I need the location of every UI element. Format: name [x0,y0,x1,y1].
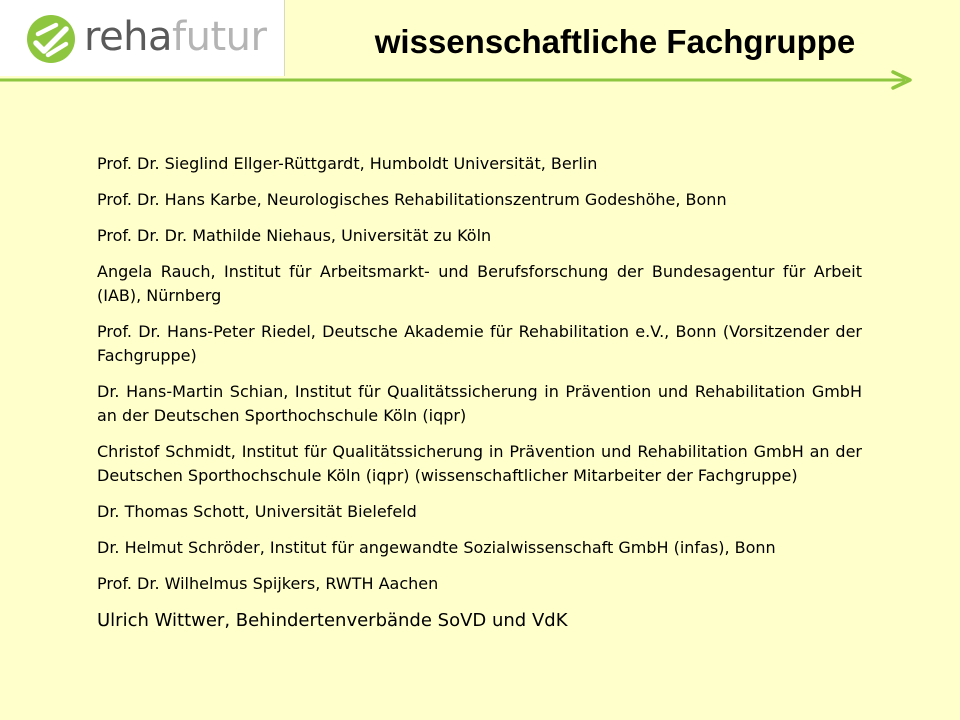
list-item: Prof. Dr. Dr. Mathilde Niehaus, Universität zu Köln [97,226,492,245]
member-list [97,152,862,646]
page-title: wissenschaftliche Fachgruppe [374,23,856,60]
list-item: Christof Schmidt, Institut für Qualitätssicherung in Prävention und Rehabilitation GmbH an der Deutschen Sporthochschule Köln (iqpr) (wissenschaftlicher Mitarbeiter der Fachgruppe) [97,442,862,485]
list-item: Prof. Dr. Hans Karbe, Neurologisches Rehabilitationszentrum Godeshöhe, Bonn [97,190,727,209]
logo-wordmark-futur: futur [172,14,267,60]
rehafutur-leaf-logo-icon [26,14,76,64]
list-item: Dr. Thomas Schott, Universität Bielefeld [97,502,417,521]
list-item: Dr. Helmut Schröder, Institut für angewandte Sozialwissenschaft GmbH (infas), Bonn [97,538,776,557]
logo-wordmark-reha: reha [84,14,173,60]
logo-area [0,0,285,76]
list-item: Angela Rauch, Institut für Arbeitsmarkt- und Berufsforschung der Bundesagentur für Arbeit (IAB), Nürnberg [97,262,862,305]
list-item: Ulrich Wittwer, Behindertenverbände SoVD und VdK [97,610,568,631]
list-item: Prof. Dr. Sieglind Ellger-Rüttgardt, Humboldt Universität, Berlin [97,154,598,173]
list-item: Prof. Dr. Hans-Peter Riedel, Deutsche Akademie für Rehabilitation e.V., Bonn (Vorsitzender der Fachgruppe) [97,322,862,365]
logo-wordmark [84,13,266,61]
title-underline-arrow [0,70,960,90]
list-item: Prof. Dr. Wilhelmus Spijkers, RWTH Aachen [97,574,439,593]
list-item: Dr. Hans-Martin Schian, Institut für Qualitätssicherung in Prävention und Rehabilitation GmbH an der Deutschen Sporthochschule Köln (iqpr) [97,382,862,425]
